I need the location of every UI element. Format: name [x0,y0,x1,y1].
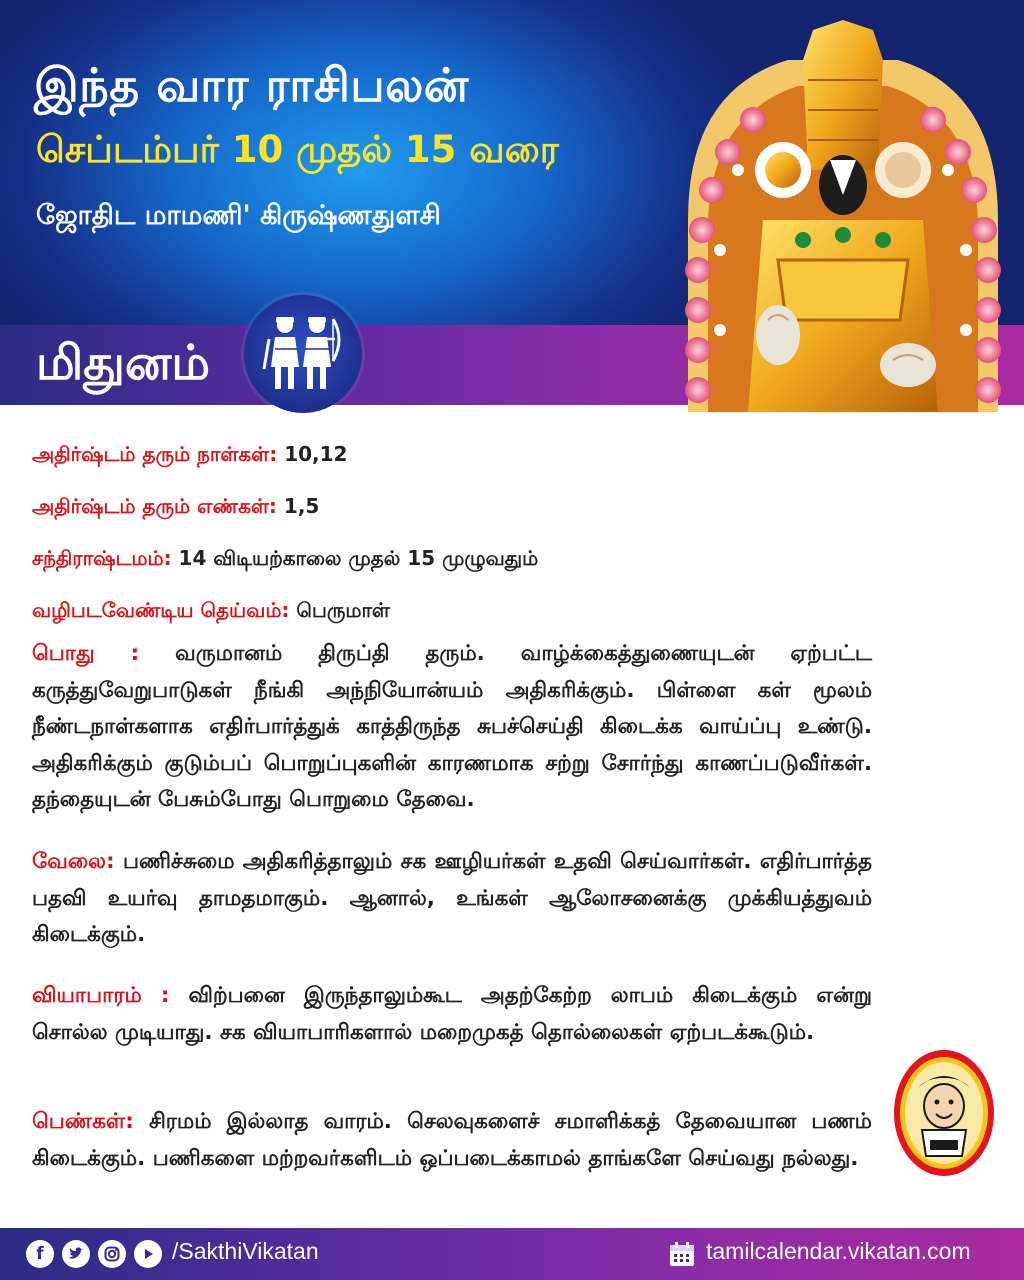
chandrashtamam-row [32,540,872,592]
section-business-text: விற்பனை இருந்தாலும்கூட அதற்கேற்ற லாபம் கிடைக்கும் என்று சொல்ல முடியாது. சக வியாபாரிகளால் மறைமுகத் தொல்லைகள் ஏற்படக்கூடும். [32,983,872,1045]
facebook-icon[interactable]: f [26,1240,54,1268]
deity-label: வழிபடவேண்டிய தெய்வம்: [32,598,290,622]
deity-image [668,20,1018,412]
section-work-label: வேலை: [32,849,115,874]
lucky-days-value: 10,12 [284,442,348,466]
lucky-numbers-label: அதிர்ஷ்டம் தரும் எண்கள்: [32,494,277,518]
chandrashtamam-value: 14 விடியற்காலை முதல் 15 முழுவதும் [178,546,539,570]
gemini-twins-icon [244,295,362,413]
section-women-text: சிரமம் இல்லாத வாரம். செலவுகளைச் சமாளிக்கத் தேவையான பணம் கிடைக்கும். பணிகளை மற்றவர்களிடம் ஒப்படைக்காமல் தாங்களே செய்வது நல்லது. [32,1109,872,1171]
page-title: இந்த வார ராசிபலன் [34,58,469,112]
section-women [32,1104,872,1177]
calendar-icon [668,1240,696,1272]
vikatan-logo [892,1048,996,1178]
author-name: ஜோதிட மாமணி' கிருஷ்ணதுளசி [36,200,441,231]
instagram-icon[interactable] [98,1240,126,1268]
details-list [32,436,872,644]
section-work [32,844,872,954]
zodiac-sign-name: மிதுனம் [36,335,211,391]
section-work-text: பணிச்சுமை அதிகரித்தாலும் சக ஊழியர்கள் உதவி செய்வார்கள். எதிர்பார்த்த பதவி உயர்வு தாமதமாகும். ஆனால், உங்கள் ஆலோசனைக்கு முக்கியத்துவம் கிடைக்கும். [32,849,872,947]
deity-value: பெருமாள் [296,598,390,622]
section-general-label: பொது : [32,641,140,666]
section-women-label: பெண்கள்: [32,1109,134,1134]
section-business [32,978,872,1051]
section-general [32,636,872,819]
lucky-numbers-value: 1,5 [283,494,320,518]
social-handle[interactable]: /SakthiVikatan [172,1238,319,1264]
twitter-icon[interactable] [62,1240,90,1268]
website-link[interactable]: tamilcalendar.vikatan.com [706,1238,971,1264]
section-business-label: வியாபாரம் : [32,983,170,1008]
lucky-numbers-row [32,488,872,540]
chandrashtamam-label: சந்திராஷ்டமம்: [32,546,172,570]
section-general-text: வருமானம் திருப்தி தரும். வாழ்க்கைத்துணையுடன் ஏற்பட்ட கருத்துவேறுபாடுகள் நீங்கி அந்நியோன்யம் அதிகரிக்கும். பிள்ளை கள் மூலம் நீண்டநாள்களாக எதிர்பார்த்துக் காத்திருந்த சுபச்செய்தி கிடைக்க வாய்ப்பு உண்டு. அதிகரிக்கும் குடும்பப் பொறுப்புகளின் காரணமாக சற்று சோர்ந்து காணப்படுவீர்கள். தந்தையுடன் பேசும்போது பொறுமை தேவை. [32,641,872,812]
lucky-days-row [32,436,872,488]
lucky-days-label: அதிர்ஷ்டம் தரும் நாள்கள்: [32,442,278,466]
youtube-icon[interactable] [134,1240,162,1268]
date-range: செப்டம்பர் 10 முதல் 15 வரை [36,128,559,171]
